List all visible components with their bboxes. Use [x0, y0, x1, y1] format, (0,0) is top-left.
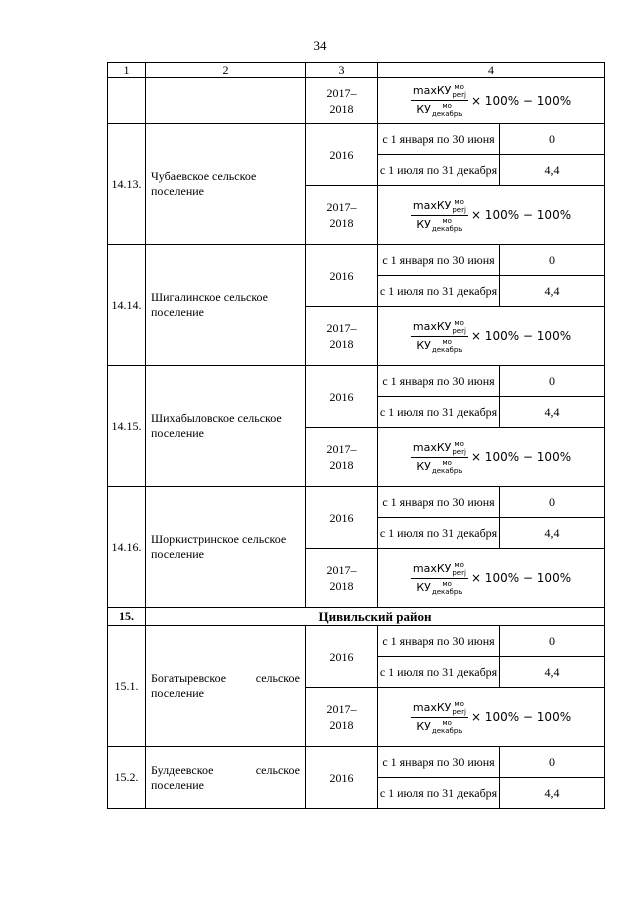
section-row	[108, 608, 605, 626]
formula-tail: × 100% − 100%	[470, 329, 572, 343]
year-cell: 2017– 2018	[306, 549, 378, 608]
settlement-name: Чубаевское сельское поселение	[146, 124, 306, 245]
settlement-name: Шоркистринское сельское поселение	[146, 487, 306, 608]
settlement-number: 15.1.	[108, 626, 146, 747]
period-cell: с 1 июля по 31 декабря	[378, 657, 500, 688]
header-col-1: 1	[108, 63, 146, 78]
settlement-number: 14.15.	[108, 366, 146, 487]
tariff-table	[107, 62, 605, 809]
settlement-name: Шигалинское сельское поселение	[146, 245, 306, 366]
fraction	[411, 561, 468, 596]
value-cell: 0	[500, 124, 605, 155]
year-cell: 2017– 2018	[306, 78, 378, 124]
value-cell: 0	[500, 747, 605, 778]
fraction-numerator: maxКУ мо perj	[412, 439, 466, 456]
formula-cell	[378, 78, 605, 124]
fraction	[411, 700, 468, 735]
fraction-denominator: КУ мо декабрь	[416, 458, 463, 475]
fraction-denominator: КУ мо декабрь	[416, 337, 463, 354]
formula-cell	[378, 186, 605, 245]
period-cell: с 1 января по 30 июня	[378, 626, 500, 657]
year-cell: 2016	[306, 487, 378, 549]
period-cell: с 1 июля по 31 декабря	[378, 518, 500, 549]
num-cell	[108, 78, 146, 124]
settlement-number: 15.2.	[108, 747, 146, 809]
formula-cell	[378, 307, 605, 366]
period-cell: с 1 июля по 31 декабря	[378, 778, 500, 809]
value-cell: 4,4	[500, 397, 605, 428]
formula	[411, 700, 571, 735]
fraction	[411, 440, 468, 475]
header-col-2: 2	[146, 63, 306, 78]
value-cell: 0	[500, 487, 605, 518]
period-cell: с 1 января по 30 июня	[378, 487, 500, 518]
formula	[411, 561, 571, 596]
period-cell: с 1 января по 30 июня	[378, 245, 500, 276]
period-cell: с 1 июля по 31 декабря	[378, 155, 500, 186]
fraction	[411, 83, 468, 118]
year-cell: 2016	[306, 626, 378, 688]
period-cell: с 1 января по 30 июня	[378, 747, 500, 778]
period-cell: с 1 января по 30 июня	[378, 366, 500, 397]
year-cell: 2016	[306, 366, 378, 428]
fraction-numerator: maxКУ мо perj	[412, 318, 466, 335]
settlement-number: 14.14.	[108, 245, 146, 366]
formula	[411, 198, 571, 233]
formula-tail: × 100% − 100%	[470, 208, 572, 222]
year-cell: 2017– 2018	[306, 307, 378, 366]
formula	[411, 440, 571, 475]
fraction	[411, 198, 468, 233]
fraction-denominator: КУ мо декабрь	[416, 102, 463, 118]
year-cell: 2017– 2018	[306, 688, 378, 747]
formula	[411, 83, 571, 118]
page-number: 34	[313, 38, 327, 53]
formula-tail: × 100% − 100%	[470, 450, 572, 464]
period-cell: с 1 января по 30 июня	[378, 124, 500, 155]
year-cell: 2016	[306, 124, 378, 186]
value-cell: 4,4	[500, 276, 605, 307]
formula-tail: × 100% − 100%	[470, 93, 572, 108]
table-row	[108, 245, 605, 276]
value-cell: 0	[500, 626, 605, 657]
period-cell: с 1 июля по 31 декабря	[378, 397, 500, 428]
name-cell	[146, 78, 306, 124]
formula-tail: × 100% − 100%	[470, 571, 572, 585]
fraction-denominator: КУ мо декабрь	[416, 579, 463, 596]
year-cell: 2017– 2018	[306, 428, 378, 487]
settlement-name: Булдеевское сельское поселение	[146, 747, 306, 809]
table-row	[108, 78, 605, 124]
fraction-numerator: maxКУ мо perj	[412, 560, 466, 577]
table-row	[108, 747, 605, 778]
fraction-numerator: maxКУ мо perj	[412, 83, 466, 99]
value-cell: 0	[500, 366, 605, 397]
formula	[411, 319, 571, 354]
period-cell: с 1 июля по 31 декабря	[378, 276, 500, 307]
header-col-4: 4	[378, 63, 605, 78]
table-header-row	[108, 63, 605, 78]
year-cell: 2016	[306, 245, 378, 307]
settlement-number: 14.16.	[108, 487, 146, 608]
value-cell: 4,4	[500, 155, 605, 186]
table-row	[108, 366, 605, 397]
section-title: Цивильский район	[146, 608, 605, 626]
fraction-denominator: КУ мо декабрь	[416, 718, 463, 735]
formula-cell	[378, 428, 605, 487]
value-cell: 4,4	[500, 518, 605, 549]
header-col-3: 3	[306, 63, 378, 78]
formula-cell	[378, 688, 605, 747]
year-cell: 2016	[306, 747, 378, 809]
fraction	[411, 319, 468, 354]
table-row	[108, 626, 605, 657]
fraction-numerator: maxКУ мо perj	[412, 197, 466, 214]
value-cell: 4,4	[500, 778, 605, 809]
value-cell: 4,4	[500, 657, 605, 688]
table-row	[108, 124, 605, 155]
value-cell: 0	[500, 245, 605, 276]
settlement-name: Шихабыловское сельское поселение	[146, 366, 306, 487]
settlement-number: 14.13.	[108, 124, 146, 245]
formula-tail: × 100% − 100%	[470, 710, 572, 724]
section-number: 15.	[108, 608, 146, 626]
fraction-numerator: maxКУ мо perj	[412, 699, 466, 716]
table-row	[108, 487, 605, 518]
fraction-denominator: КУ мо декабрь	[416, 216, 463, 233]
formula-cell	[378, 549, 605, 608]
settlement-name: Богатыревское сельское поселение	[146, 626, 306, 747]
year-cell: 2017– 2018	[306, 186, 378, 245]
